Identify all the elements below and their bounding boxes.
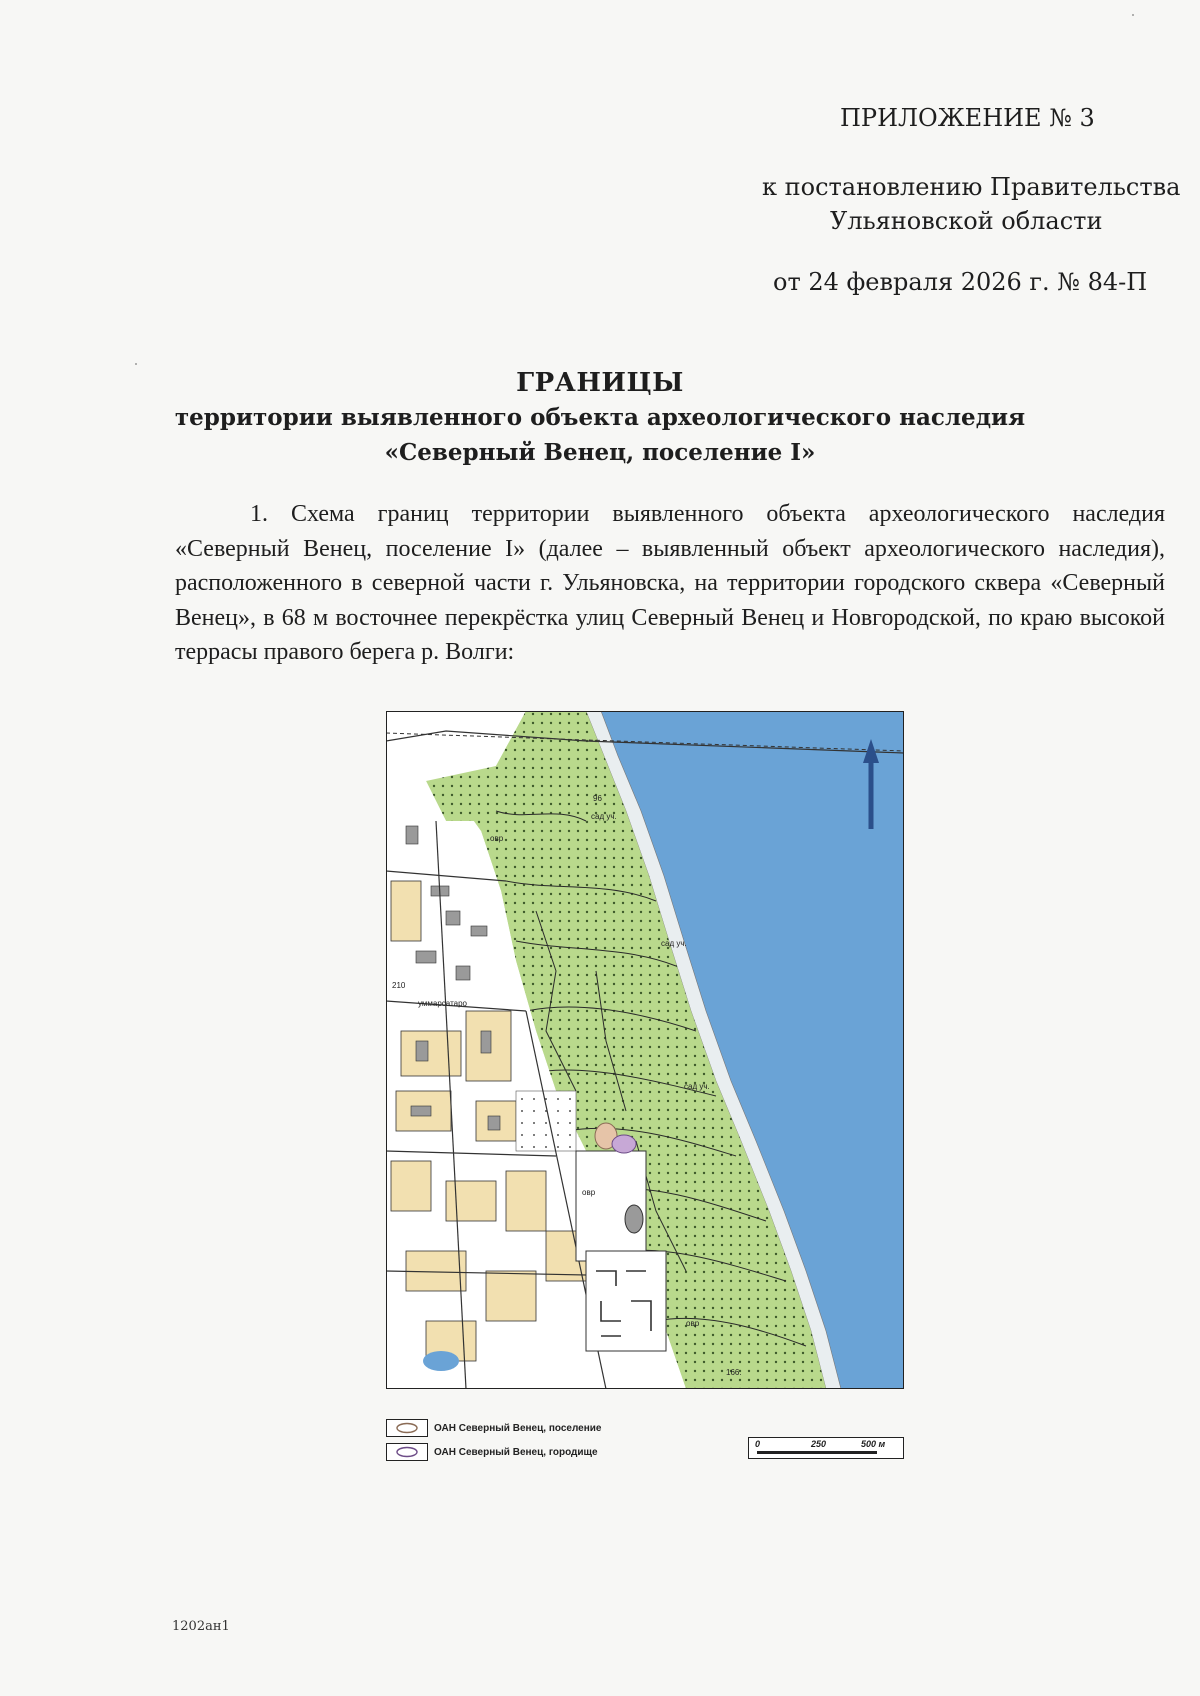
legend-item [386,1441,602,1463]
body-paragraph: 1. Схема границ территории выявленного объекта археологического наследия «Северный Венец, поселение I» (далее – выявленный объект археологического наследия), расположенного в северной части г. Ульяновска, на территории городского сквера «Северный Венец», в 68 м восточнее перекрёстка улиц Северный Венец и Новгородской, по краю высокой террасы правого берега р. Волги: [175,501,1165,665]
scale-bar-line [757,1451,877,1454]
stadium [625,1205,643,1233]
legend-swatch-settlement [386,1419,428,1437]
scale-bar [748,1437,904,1459]
legend-swatch-fort [386,1443,428,1461]
scale-label-500: 500 м [861,1439,886,1449]
document-code: 1202ан1 [172,1619,230,1634]
scale-label-250: 250 [811,1439,827,1449]
map-label-ravine-1: овр [490,834,504,843]
document-subtitle-line1: территории выявленного объекта археологического наследия [174,404,1026,431]
map-label-umm: уммарсатаро [418,999,468,1008]
map-label-210: 210 [392,981,406,990]
document-title: ГРАНИЦЫ [516,368,684,398]
legend-label: ОАН Северный Венец, городище [434,1446,598,1458]
resolution-date: от 24 февраля 2026 г. № 84-П [773,268,1148,296]
map-label-96: 96 [593,794,602,803]
map-label-garden-1: сад уч. [591,812,617,821]
map-label-ravine-2: овр [582,1188,596,1197]
resolution-reference-line2: Ульяновской области [830,207,1103,235]
scale-label-0: 0 [755,1439,761,1449]
resolution-reference-line1: к постановлению Правительства [762,173,1181,201]
map-label-166: 166. [726,1368,742,1377]
pond [423,1351,459,1371]
legend-item [386,1417,602,1439]
scan-speck [135,363,137,365]
map-legend [386,1417,602,1465]
boundary-map [386,711,904,1389]
document-subtitle-line2: «Северный Венец, поселение I» [384,439,816,466]
map-label-garden-2: сад уч. [661,939,687,948]
map-label-ravine-3: овр [686,1319,700,1328]
map-label-garden-3: сад уч. [684,1082,710,1091]
legend-label: ОАН Северный Венец, поселение [434,1422,602,1434]
scan-speck [1132,14,1134,16]
city-dot-fill [516,1091,576,1151]
fort-boundary [612,1135,636,1153]
appendix-number: ПРИЛОЖЕНИЕ № 3 [840,104,1095,132]
